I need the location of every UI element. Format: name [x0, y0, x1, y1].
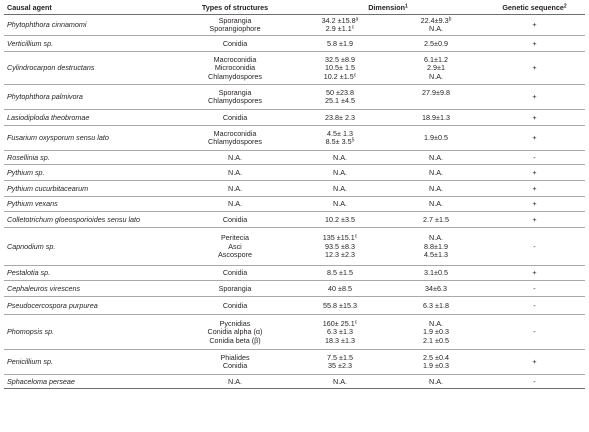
causal-agent-cell: Phytophthora palmivora [4, 85, 178, 110]
structure-type: Pycnidias [219, 318, 251, 328]
structure-types-cell [178, 350, 292, 375]
dimension-value [391, 285, 481, 293]
dimension-length-cell [292, 350, 388, 375]
causal-agent-cell: Cephaleuros virescens [4, 281, 178, 297]
dimension-value [391, 40, 481, 48]
table-row [4, 181, 585, 197]
causal-agent-cell: Phytophthora cinnamomi [4, 15, 178, 36]
dimension-number: N.A. [429, 318, 443, 328]
structure-types-cell [178, 228, 292, 266]
structure-type: N.A. [228, 167, 242, 177]
structure-type: Asci [228, 241, 242, 251]
dimension-number: N.A. [333, 167, 347, 177]
structure-type: Conidia [222, 38, 248, 48]
table-row [4, 110, 585, 126]
dimension-width-cell [388, 197, 484, 212]
dimension-number: N.A. [333, 199, 347, 209]
structure-types-cell [178, 281, 292, 297]
dimension-footnote: c [354, 233, 358, 240]
dimension-number: 2.5±0.9 [424, 38, 448, 48]
table-row [4, 281, 585, 297]
table-row [4, 151, 585, 165]
dimension-value [295, 269, 385, 277]
dimension-length-cell [292, 281, 388, 297]
dimension-value [295, 337, 385, 345]
structure-type: Chlamydospores [208, 71, 262, 81]
dimension-value [391, 216, 481, 224]
dimension-value [295, 154, 385, 162]
dimension-length-cell [292, 15, 388, 36]
dimension-value [391, 73, 481, 81]
dimension-number: N.A. [429, 152, 443, 162]
dimension-value [391, 337, 481, 345]
dimension-width-cell [388, 165, 484, 181]
dimension-number: N.A. [429, 71, 443, 81]
dimension-value [295, 97, 385, 105]
dimension-value [295, 200, 385, 208]
structure-types-cell [178, 315, 292, 350]
dimension-footnote: c [353, 72, 357, 79]
causal-agent-cell: Capnodium sp. [4, 228, 178, 266]
structure-type: Sporangia [218, 88, 252, 97]
table-row [4, 197, 585, 212]
dimension-value [391, 169, 481, 177]
dimension-width-cell [388, 212, 484, 228]
structure-type: Sporangia [218, 16, 252, 25]
structure-type: Conidia [222, 361, 248, 371]
structure-type: Conidia beta (β) [209, 335, 261, 345]
dimension-number: N.A. [429, 233, 443, 243]
dimension-length-cell [292, 36, 388, 52]
dimension-number: 160± 25.1 [322, 318, 355, 328]
structure-type: N.A. [228, 376, 242, 386]
dimension-number: 6.3 ±1.3 [327, 327, 353, 337]
structure-types-cell [178, 266, 292, 281]
structure-type: Conidia [222, 300, 248, 310]
dimension-number: 4.5± 1.3 [327, 129, 353, 138]
genetic-sequence-cell: + [484, 165, 585, 181]
structure-type: Conidia [222, 112, 248, 122]
dimension-width-cell [388, 181, 484, 197]
structure-types-cell [178, 181, 292, 197]
structure-types-cell [178, 212, 292, 228]
table-row [4, 228, 585, 266]
dimension-number: 1.9±0.5 [424, 133, 448, 143]
table-row [4, 165, 585, 181]
structure-types-cell [178, 151, 292, 165]
dimension-value [391, 362, 481, 370]
causal-agent-cell: Phomopsis sp. [4, 315, 178, 350]
genetic-sequence-cell: - [484, 297, 585, 315]
dimension-value [391, 200, 481, 208]
dimension-value [295, 114, 385, 122]
dimension-footnote: c [351, 24, 355, 31]
dimension-number: N.A. [429, 167, 443, 177]
dimension-number: 2.1 ±0.5 [423, 335, 449, 345]
structure-type: Chlamydospores [208, 137, 262, 147]
dimension-footnote: b [448, 16, 452, 23]
table-row [4, 126, 585, 151]
dimension-width-cell [388, 281, 484, 297]
structure-types-cell [178, 85, 292, 110]
structure-type: Sporangia [218, 283, 252, 293]
dimension-value [295, 185, 385, 193]
dimension-length-cell [292, 85, 388, 110]
dimension-number: 7.5 ±1.5 [327, 353, 353, 362]
causal-agent-cell: Sphaceloma perseae [4, 375, 178, 389]
dimension-number: N.A. [429, 376, 443, 386]
dimension-number: N.A. [333, 152, 347, 162]
dimension-number: 2.7 ±1.5 [423, 214, 449, 224]
dimension-number: 8.8±1.9 [424, 241, 448, 251]
dimension-number: 2.9 ±1.1 [325, 24, 352, 34]
genetic-sequence-cell: - [484, 228, 585, 266]
dimension-footnote: a [355, 16, 359, 23]
dimension-width-cell [388, 52, 484, 85]
dimension-number: 18.3 ±1.3 [325, 335, 355, 345]
dimension-number: 93.5 ±8.3 [325, 241, 355, 251]
structure-types-cell [178, 165, 292, 181]
dimension-length-cell [292, 181, 388, 197]
dimension-width-cell [388, 350, 484, 375]
dimension-value [295, 362, 385, 370]
structure-types-cell [178, 36, 292, 52]
dimension-number: 23.8± 2.3 [325, 112, 355, 122]
table-row [4, 85, 585, 110]
genetic-sequence-cell: + [484, 15, 585, 36]
dimension-value [295, 285, 385, 293]
structure-type: Macroconidia [213, 129, 257, 138]
genetic-sequence-cell: + [484, 126, 585, 151]
dimension-number: N.A. [429, 199, 443, 209]
dimension-number: N.A. [333, 376, 347, 386]
dimension-number: 6.1±1.2 [424, 54, 448, 64]
dimension-footnote: c [354, 319, 358, 326]
dimension-width-cell [388, 126, 484, 151]
genetic-sequence-cell: - [484, 315, 585, 350]
dimension-number: 12.3 ±2.3 [325, 250, 355, 260]
genetic-sequence-cell: + [484, 212, 585, 228]
table-row [4, 350, 585, 375]
dimension-number: 10.2 ±3.5 [325, 214, 355, 224]
dimension-number: 18.9±1.3 [422, 112, 450, 122]
table-row [4, 15, 585, 36]
dimension-value [295, 25, 385, 33]
genetic-sequence-cell: + [484, 350, 585, 375]
causal-agent-cell: Pythium cucurbitacearum [4, 181, 178, 197]
dimension-number: 2.5 ±0.4 [423, 353, 449, 362]
genetic-sequence-cell: + [484, 197, 585, 212]
dimension-number: 6.3 ±1.8 [423, 300, 449, 310]
dimension-footnote: 5 [351, 137, 355, 144]
dimension-value [295, 73, 385, 81]
table-row [4, 375, 585, 389]
dimension-length-cell [292, 297, 388, 315]
dimension-width-cell [388, 375, 484, 389]
dimension-number: 2.9±1 [427, 63, 445, 73]
causal-agent-cell: Rosellinia sp. [4, 151, 178, 165]
structure-types-cell [178, 126, 292, 151]
header-dimension-footnote: 1 [404, 3, 408, 10]
causal-agent-cell: Fusarium oxysporum sensu lato [4, 126, 178, 151]
dimension-length-cell [292, 266, 388, 281]
header-genetic-label: Genetic sequence [502, 3, 564, 12]
dimension-number: 22.4±9.3 [420, 16, 449, 25]
structure-type: Macroconidia [213, 54, 257, 64]
dimension-number: 35 ±2.3 [328, 361, 352, 371]
dimension-value [391, 114, 481, 122]
dimension-number: 25.1 ±4.5 [325, 96, 355, 106]
dimension-width-cell [388, 266, 484, 281]
structure-types-cell [178, 52, 292, 85]
causal-agent-cell: Pseudocercospora purpurea [4, 297, 178, 315]
causal-agent-cell: Cylindrocarpon destructans [4, 52, 178, 85]
causal-agent-cell: Penicillium sp. [4, 350, 178, 375]
causal-agents-table [4, 4, 585, 389]
dimension-length-cell [292, 151, 388, 165]
dimension-number: N.A. [429, 24, 443, 34]
structure-type: Phialides [220, 353, 250, 362]
dimension-value [391, 251, 481, 259]
dimension-number: 1.9 ±0.3 [423, 361, 449, 371]
dimension-value [391, 154, 481, 162]
structure-type: Microconidia [214, 63, 256, 73]
table-row [4, 266, 585, 281]
dimension-value [391, 97, 481, 105]
table-row [4, 36, 585, 52]
header-genetic-sequence [484, 4, 585, 15]
structure-type: Peritecia [221, 233, 249, 243]
header-dimension [292, 4, 484, 15]
structure-type: Ascospore [218, 250, 252, 260]
dimension-number: 1.9 ±0.3 [423, 327, 449, 337]
genetic-sequence-cell: + [484, 110, 585, 126]
dimension-number: 34±6.3 [425, 283, 447, 293]
dimension-value [295, 251, 385, 259]
dimension-length-cell [292, 197, 388, 212]
structure-types-cell [178, 110, 292, 126]
dimension-number: 135 ±15.1 [322, 233, 355, 243]
dimension-length-cell [292, 315, 388, 350]
dimension-value [295, 40, 385, 48]
dimension-number: 34.2 ±15.8 [321, 16, 356, 25]
dimension-number: 40 ±8.5 [328, 283, 352, 293]
structure-type: N.A. [228, 152, 242, 162]
dimension-length-cell [292, 110, 388, 126]
dimension-number: 8.5± 3.5 [325, 137, 352, 147]
dimension-number: 10.5± 1.5 [325, 63, 355, 73]
structure-types-cell [178, 375, 292, 389]
dimension-number: N.A. [333, 183, 347, 193]
dimension-width-cell [388, 151, 484, 165]
genetic-sequence-cell: + [484, 52, 585, 85]
dimension-value [295, 169, 385, 177]
genetic-sequence-cell: + [484, 85, 585, 110]
dimension-length-cell [292, 228, 388, 266]
dimension-number: 50 ±23.8 [326, 88, 354, 97]
structure-type: N.A. [228, 199, 242, 209]
dimension-width-cell [388, 297, 484, 315]
dimension-value [295, 302, 385, 310]
structure-type: N.A. [228, 183, 242, 193]
table-row [4, 315, 585, 350]
genetic-sequence-cell: + [484, 266, 585, 281]
dimension-number: 5.8 ±1.9 [327, 38, 353, 48]
genetic-sequence-cell: + [484, 36, 585, 52]
genetic-sequence-cell: - [484, 151, 585, 165]
dimension-value [391, 185, 481, 193]
table-row [4, 297, 585, 315]
dimension-number: 10.2 ±1.5 [323, 71, 354, 81]
genetic-sequence-cell: - [484, 281, 585, 297]
structure-type: Conidia alpha (α) [207, 327, 263, 337]
dimension-width-cell [388, 228, 484, 266]
structure-type: Conidia [222, 214, 248, 224]
dimension-value [295, 138, 385, 146]
dimension-number: 27.9±9.8 [422, 88, 450, 97]
header-types-of-structures: Types of structures [178, 4, 292, 15]
dimension-value [391, 134, 481, 142]
causal-agent-cell: Pythium vexans [4, 197, 178, 212]
header-genetic-footnote: 2 [563, 3, 567, 10]
dimension-length-cell [292, 165, 388, 181]
dimension-number: 32.5 ±8.9 [325, 54, 355, 64]
table-header-row [4, 4, 585, 15]
dimension-width-cell [388, 15, 484, 36]
dimension-number: 3.1±0.5 [424, 268, 448, 278]
table-row [4, 212, 585, 228]
causal-agent-cell: Pestalotia sp. [4, 266, 178, 281]
structure-type: Sporangiophore [209, 24, 261, 34]
dimension-number: N.A. [429, 183, 443, 193]
genetic-sequence-cell: + [484, 181, 585, 197]
dimension-value [391, 269, 481, 277]
dimension-length-cell [292, 375, 388, 389]
dimension-value [391, 302, 481, 310]
dimension-width-cell [388, 110, 484, 126]
table-row [4, 52, 585, 85]
causal-agent-cell: Lasiodiplodia theobromae [4, 110, 178, 126]
genetic-sequence-cell: - [484, 375, 585, 389]
structure-types-cell [178, 15, 292, 36]
table-body [4, 15, 585, 389]
dimension-width-cell [388, 85, 484, 110]
dimension-width-cell [388, 36, 484, 52]
dimension-value [391, 25, 481, 33]
dimension-number: 4.5±1.3 [424, 250, 448, 260]
dimension-length-cell [292, 126, 388, 151]
structure-type: Chlamydospores [208, 96, 262, 106]
dimension-number: 55.8 ±15.3 [323, 300, 357, 310]
header-dimension-label: Dimension [368, 3, 405, 12]
causal-agent-cell: Pythium sp. [4, 165, 178, 181]
structure-types-cell [178, 297, 292, 315]
dimension-value [295, 378, 385, 386]
causal-agent-cell: Colletotrichum gloeosporioides sensu lato [4, 212, 178, 228]
causal-agent-cell: Verticillium sp. [4, 36, 178, 52]
dimension-length-cell [292, 212, 388, 228]
dimension-number: 8.5 ±1.5 [327, 268, 353, 278]
header-causal-agent: Causal agent [4, 4, 178, 15]
dimension-value [295, 216, 385, 224]
dimension-length-cell [292, 52, 388, 85]
structure-types-cell [178, 197, 292, 212]
dimension-width-cell [388, 315, 484, 350]
dimension-value [391, 378, 481, 386]
structure-type: Conidia [222, 268, 248, 278]
